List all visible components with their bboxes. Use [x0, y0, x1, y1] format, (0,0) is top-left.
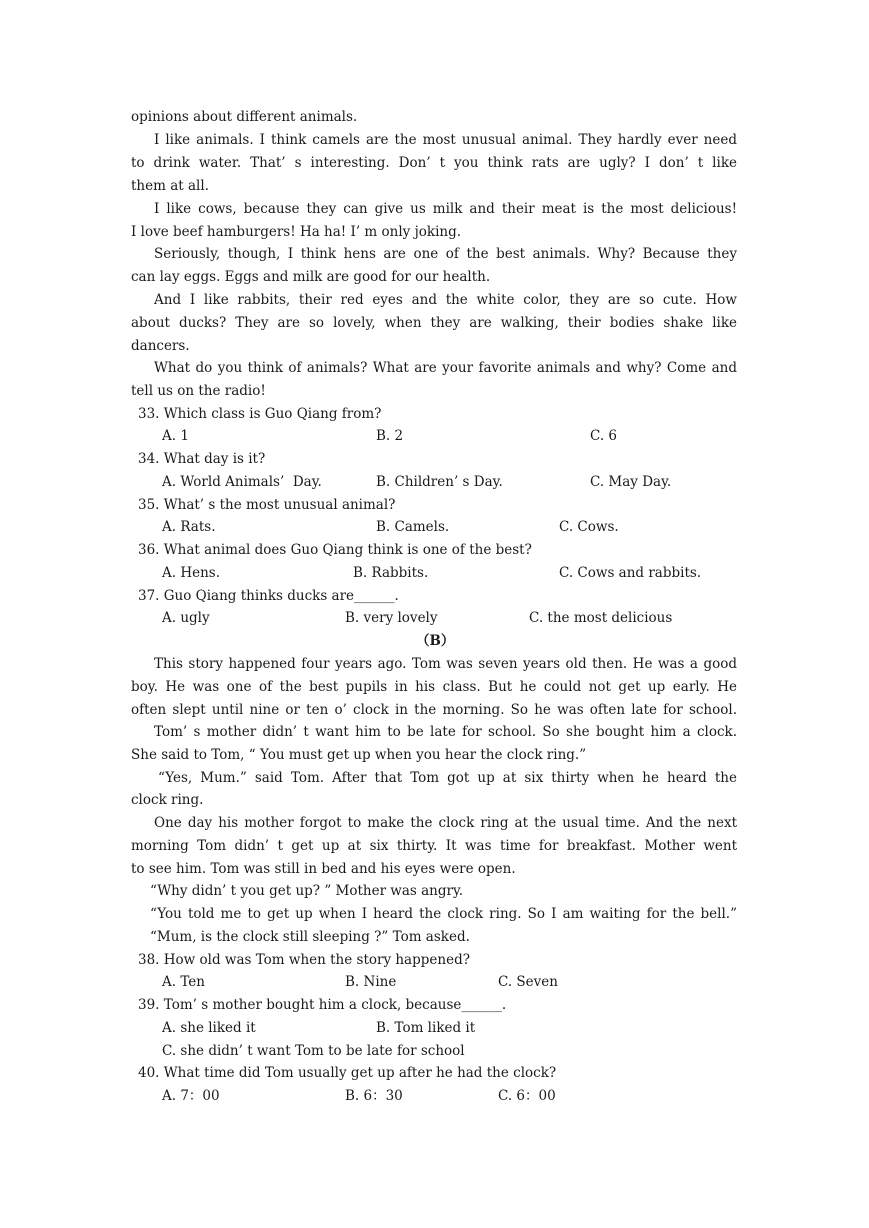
- question-38-option-a: A. Ten: [162, 974, 205, 990]
- question-39-stem: 39. Tom’ s mother bought him a clock, because______.: [138, 997, 507, 1013]
- passage-a-p4-line3: dancers.: [131, 338, 190, 354]
- question-33-option-c: C. 6: [590, 428, 618, 444]
- question-40-option-c: C. 6：00: [498, 1088, 556, 1104]
- question-39-option-c: C. she didn’ t want Tom to be late for school: [162, 1043, 465, 1059]
- passage-b-p1-line3: often slept until nine or ten o’ clock in the morning. So he was often late for school.: [131, 702, 737, 718]
- passage-a-p2-line2: I love beef hamburgers! Ha ha! I’ m only joking.: [131, 224, 462, 240]
- passage-b-p1-line2: boy. He was one of the best pupils in his class. But he could not get up early. He: [131, 679, 737, 695]
- question-36-option-a: A. Hens.: [162, 565, 221, 581]
- passage-b-p4-line2: morning Tom didn’ t get up at six thirty. It was time for breakfast. Mother went: [131, 838, 737, 854]
- question-34-option-b: B. Children’ s Day.: [376, 474, 503, 490]
- passage-b-dialogue-3: “Mum, is the clock still sleeping ?” Tom asked.: [150, 929, 470, 945]
- passage-a-p1-line3: them at all.: [131, 178, 209, 194]
- question-35-option-a: A. Rats.: [162, 519, 216, 535]
- question-33-option-b: B. 2: [376, 428, 404, 444]
- question-40-option-b: B. 6：30: [345, 1088, 403, 1104]
- passage-a-p4-line1: And I like rabbits, their red eyes and the white color, they are so cute. How: [154, 292, 737, 308]
- question-37-option-a: A. ugly: [162, 610, 210, 626]
- passage-a-intro-tail: opinions about different animals.: [131, 109, 358, 125]
- question-37-option-b: B. very lovely: [345, 610, 438, 626]
- passage-b-p3-line1: “Yes, Mum.” said Tom. After that Tom got up at six thirty when he heard the: [158, 770, 737, 786]
- question-37-option-c: C. the most delicious: [529, 610, 673, 626]
- question-39-option-a: A. she liked it: [162, 1020, 256, 1036]
- passage-a-p5-line1: What do you think of animals? What are your favorite animals and why? Come and: [154, 360, 737, 376]
- question-36-option-c: C. Cows and rabbits.: [559, 565, 702, 581]
- question-36-option-b: B. Rabbits.: [353, 565, 429, 581]
- question-39-option-b: B. Tom liked it: [376, 1020, 476, 1036]
- question-34-option-a: A. World Animals’ Day.: [162, 474, 322, 490]
- passage-a-p4-line2: about ducks? They are so lovely, when they are walking, their bodies shake like: [131, 315, 737, 331]
- passage-b-p1-line1: This story happened four years ago. Tom was seven years old then. He was a good: [154, 656, 737, 672]
- passage-a-p1-line1: I like animals. I think camels are the most unusual animal. They hardly ever need: [154, 132, 737, 148]
- question-38-stem: 38. How old was Tom when the story happened?: [138, 952, 470, 968]
- passage-a-p1-line2: to drink water. That’ s interesting. Don’ t you think rats are ugly? I don’ t like: [131, 155, 737, 171]
- passage-a-p5-line2: tell us on the radio!: [131, 383, 266, 399]
- passage-a-p2-line1: I like cows, because they can give us milk and their meat is the most delicious!: [154, 201, 737, 217]
- question-36-stem: 36. What animal does Guo Qiang think is one of the best?: [138, 542, 532, 558]
- question-40-option-a: A. 7：00: [162, 1088, 220, 1104]
- question-35-stem: 35. What’ s the most unusual animal?: [138, 497, 396, 513]
- question-33-option-a: A. 1: [162, 428, 189, 444]
- passage-b-p4-line1: One day his mother forgot to make the clock ring at the usual time. And the next: [154, 815, 737, 831]
- question-34-option-c: C. May Day.: [590, 474, 672, 490]
- passage-a-p3-line1: Seriously, though, I think hens are one of the best animals. Why? Because they: [154, 246, 737, 262]
- question-34-stem: 34. What day is it?: [138, 451, 266, 467]
- passage-b-p3-line2: clock ring.: [131, 792, 204, 808]
- question-40-stem: 40. What time did Tom usually get up after he had the clock?: [138, 1065, 557, 1081]
- question-35-option-c: C. Cows.: [559, 519, 619, 535]
- passage-b-p2-line2: She said to Tom, “ You must get up when you hear the clock ring.”: [131, 747, 587, 763]
- passage-b-dialogue-1: “Why didn’ t you get up? ” Mother was angry.: [150, 883, 464, 899]
- question-38-option-c: C. Seven: [498, 974, 558, 990]
- question-37-stem: 37. Guo Qiang thinks ducks are______.: [138, 588, 399, 604]
- passage-a-p3-line2: can lay eggs. Eggs and milk are good for our health.: [131, 269, 491, 285]
- question-38-option-b: B. Nine: [345, 974, 397, 990]
- question-35-option-b: B. Camels.: [376, 519, 450, 535]
- passage-b-p2-line1: Tom’ s mother didn’ t want him to be late for school. So she bought him a clock.: [154, 724, 737, 740]
- section-b-heading: （B）: [416, 633, 455, 649]
- passage-b-dialogue-2: “You told me to get up when I heard the clock ring. So I am waiting for the bell.”: [150, 906, 737, 922]
- question-33-stem: 33. Which class is Guo Qiang from?: [138, 406, 382, 422]
- passage-b-p4-line3: to see him. Tom was still in bed and his eyes were open.: [131, 861, 516, 877]
